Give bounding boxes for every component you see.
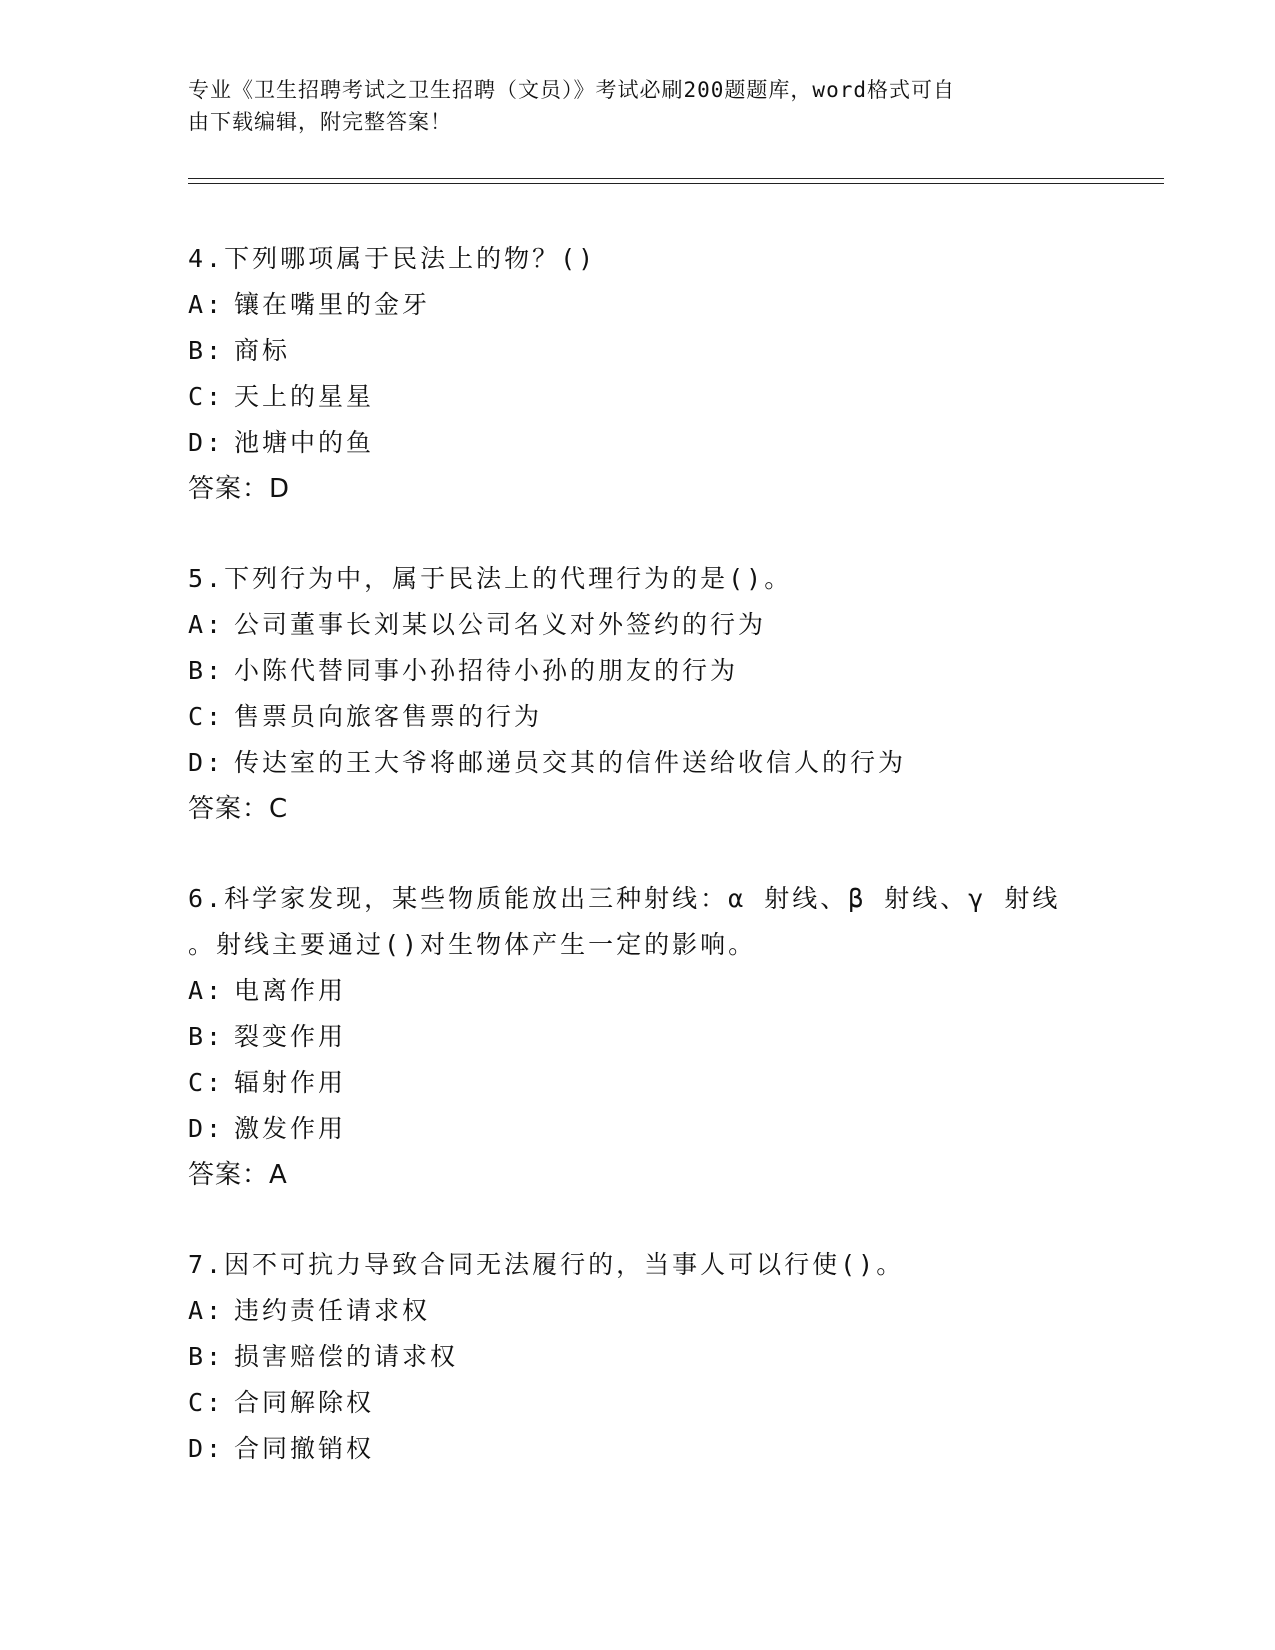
answer-line: 答案：C: [188, 794, 289, 824]
header-divider-top: [188, 178, 1164, 179]
option-c: [188, 374, 1188, 420]
option-key: D:: [188, 1114, 225, 1143]
option-text: 小陈代替同事小孙招待小孙的朋友的行为: [234, 656, 739, 685]
option-key: A:: [188, 976, 225, 1005]
option-text: 传达室的王大爷将邮递员交其的信件送给收信人的行为: [234, 748, 907, 777]
option-text: 池塘中的鱼: [234, 428, 375, 457]
option-key: D:: [188, 748, 225, 777]
document-header: [188, 74, 1088, 138]
option-b: [188, 648, 1188, 694]
option-key: B:: [188, 656, 225, 685]
option-key: C:: [188, 382, 225, 411]
header-line-2: 由下载编辑，附完整答案！: [188, 110, 452, 134]
option-text: 损害赔偿的请求权: [234, 1342, 459, 1371]
option-c: [188, 1380, 1188, 1426]
question-stem: 6.科学家发现，某些物质能放出三种射线：α 射线、β 射线、γ 射线: [188, 884, 1061, 913]
option-text: 售票员向旅客售票的行为: [234, 702, 543, 731]
header-divider-bottom: [188, 183, 1164, 184]
question-7: [188, 1242, 1188, 1472]
option-text: 合同撤销权: [234, 1434, 375, 1463]
question-stem: 5.下列行为中，属于民法上的代理行为的是()。: [188, 564, 793, 593]
option-key: C:: [188, 1388, 225, 1417]
option-key: C:: [188, 1068, 225, 1097]
option-text: 辐射作用: [234, 1068, 347, 1097]
option-d: [188, 420, 1188, 466]
option-a: [188, 1288, 1188, 1334]
option-key: B:: [188, 336, 225, 365]
option-a: [188, 282, 1188, 328]
answer-line: 答案：D: [188, 474, 291, 504]
option-text: 违约责任请求权: [234, 1296, 431, 1325]
option-c: [188, 1060, 1188, 1106]
option-text: 商标: [234, 336, 291, 365]
option-a: [188, 602, 1188, 648]
option-key: D:: [188, 428, 225, 457]
option-key: A:: [188, 1296, 225, 1325]
option-key: A:: [188, 610, 225, 639]
option-text: 电离作用: [234, 976, 347, 1005]
option-text: 公司董事长刘某以公司名义对外签约的行为: [234, 610, 767, 639]
option-key: C:: [188, 702, 225, 731]
option-b: [188, 1014, 1188, 1060]
question-list: [188, 236, 1188, 1516]
option-text: 激发作用: [234, 1114, 347, 1143]
option-d: [188, 740, 1188, 786]
option-b: [188, 1334, 1188, 1380]
header-line-1: 专业《卫生招聘考试之卫生招聘（文员）》考试必刷200题题库，word格式可自: [188, 78, 955, 102]
option-key: B:: [188, 1342, 225, 1371]
option-d: [188, 1106, 1188, 1152]
option-c: [188, 694, 1188, 740]
option-key: B:: [188, 1022, 225, 1051]
question-4: [188, 236, 1188, 512]
option-text: 合同解除权: [234, 1388, 375, 1417]
question-6: [188, 876, 1188, 1198]
question-5: [188, 556, 1188, 832]
question-stem-continued: 。射线主要通过()对生物体产生一定的影响。: [188, 930, 757, 959]
option-key: A:: [188, 290, 225, 319]
answer-line: 答案：A: [188, 1160, 288, 1190]
question-stem: 4.下列哪项属于民法上的物？(): [188, 244, 597, 273]
option-text: 裂变作用: [234, 1022, 347, 1051]
option-text: 天上的星星: [234, 382, 375, 411]
option-text: 镶在嘴里的金牙: [234, 290, 431, 319]
question-stem: 7.因不可抗力导致合同无法履行的，当事人可以行使()。: [188, 1250, 905, 1279]
option-key: D:: [188, 1434, 225, 1463]
option-b: [188, 328, 1188, 374]
option-d: [188, 1426, 1188, 1472]
option-a: [188, 968, 1188, 1014]
